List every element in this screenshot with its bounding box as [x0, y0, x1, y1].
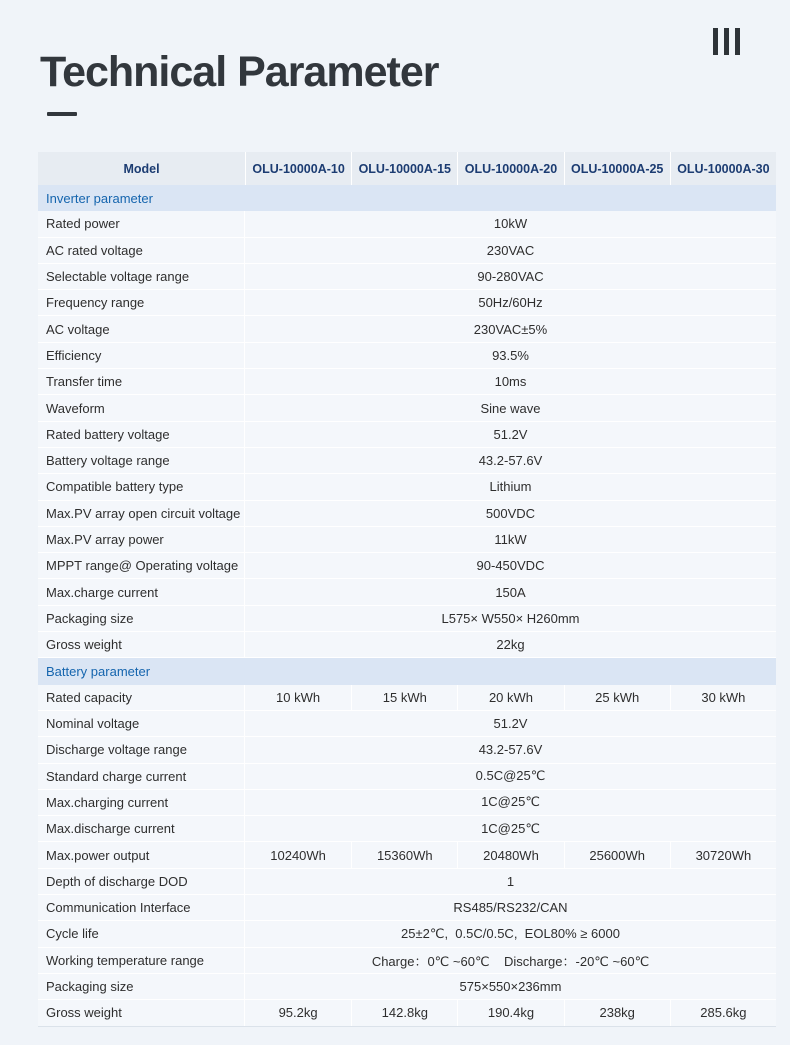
row-value: 30 kWh	[670, 685, 776, 710]
row-value: 190.4kg	[457, 1000, 563, 1025]
row-label: Max.power output	[38, 842, 245, 867]
row-label: MPPT range@ Operating voltage	[38, 553, 245, 578]
row-label: Battery voltage range	[38, 448, 245, 473]
row-value: 142.8kg	[351, 1000, 457, 1025]
table-row	[38, 790, 776, 816]
section-label: Battery parameter	[46, 663, 151, 679]
row-value: 25 kWh	[564, 685, 670, 710]
model-header-cell: Model	[123, 161, 160, 176]
row-label: Rated power	[38, 211, 245, 236]
row-label: Discharge voltage range	[38, 737, 245, 762]
row-value: 30720Wh	[670, 842, 776, 867]
row-value: 25600Wh	[564, 842, 670, 867]
model-column-header: OLU-10000A-15	[351, 152, 457, 185]
row-label: Rated battery voltage	[38, 422, 245, 447]
row-label: Depth of discharge DOD	[38, 869, 245, 894]
bar-icon	[713, 28, 718, 55]
row-label: Frequency range	[38, 290, 245, 315]
table-row	[38, 369, 776, 395]
row-value: 90-450VDC	[476, 558, 545, 574]
row-value: 0.5C@25℃	[475, 768, 546, 784]
row-value: 51.2V	[493, 716, 528, 732]
row-value: 1	[506, 873, 515, 889]
table-row	[38, 948, 776, 974]
model-column-header: OLU-10000A-20	[457, 152, 563, 185]
table-row	[38, 842, 776, 868]
row-value: L575× W550× H260mm	[441, 610, 580, 626]
model-column-header: OLU-10000A-30	[670, 152, 776, 185]
row-label: AC rated voltage	[38, 238, 245, 263]
table-row	[38, 606, 776, 632]
row-value: 285.6kg	[670, 1000, 776, 1025]
title-underline	[47, 112, 77, 116]
row-value: 25±2℃, 0.5C/0.5C, EOL80% ≥ 6000	[401, 925, 620, 941]
section-label: Inverter parameter	[46, 190, 153, 206]
row-label: Max.PV array open circuit voltage	[38, 501, 245, 526]
table-row	[38, 1000, 776, 1026]
table-row	[38, 422, 776, 448]
row-label: Waveform	[38, 395, 245, 420]
row-label: Max.charging current	[38, 790, 245, 815]
table-row	[38, 895, 776, 921]
row-value: 15 kWh	[351, 685, 457, 710]
table-row	[38, 632, 776, 658]
row-value: 10ms	[494, 374, 527, 390]
row-value: 22kg	[496, 637, 525, 653]
row-value: Charge：0℃ ~60℃ Discharge：-20℃ ~60℃	[371, 953, 650, 969]
table-row	[38, 737, 776, 763]
table-row	[38, 264, 776, 290]
row-value: 50Hz/60Hz	[478, 295, 543, 311]
row-label: Communication Interface	[38, 895, 245, 920]
row-label: Packaging size	[38, 974, 245, 999]
table-row	[38, 501, 776, 527]
page-title: Technical Parameter	[40, 48, 439, 96]
row-value: 10kW	[493, 216, 528, 232]
model-column-header: OLU-10000A-25	[564, 152, 670, 185]
table-row	[38, 869, 776, 895]
table-row	[38, 527, 776, 553]
table-row	[38, 448, 776, 474]
row-value: 20 kWh	[457, 685, 563, 710]
table-row	[38, 711, 776, 737]
row-value: 1C@25℃	[481, 820, 540, 836]
row-label: Working temperature range	[38, 948, 245, 973]
row-label: Cycle life	[38, 921, 245, 946]
table-row	[38, 474, 776, 500]
row-value: 93.5%	[492, 347, 529, 363]
table-header-row	[38, 152, 776, 185]
table-row	[38, 290, 776, 316]
three-bars-icon	[713, 28, 740, 55]
row-value: 95.2kg	[278, 1005, 318, 1021]
row-value: Sine wave	[480, 400, 541, 416]
row-label: Gross weight	[38, 632, 245, 657]
row-label: AC voltage	[38, 316, 245, 341]
row-value: 10 kWh	[276, 689, 321, 705]
row-value: 43.2-57.6V	[478, 742, 543, 758]
row-value: 51.2V	[493, 426, 528, 442]
row-value: 150A	[495, 584, 526, 600]
row-value: 43.2-57.6V	[478, 453, 543, 469]
table-row	[38, 921, 776, 947]
row-label: Gross weight	[38, 1000, 245, 1025]
row-label: Rated capacity	[38, 685, 245, 710]
table-row	[38, 553, 776, 579]
row-label: Max.charge current	[38, 579, 245, 604]
row-label: Transfer time	[38, 369, 245, 394]
table-row	[38, 211, 776, 237]
row-label: Selectable voltage range	[38, 264, 245, 289]
row-value: 238kg	[564, 1000, 670, 1025]
row-value: 11kW	[494, 532, 527, 547]
bar-icon	[735, 28, 740, 55]
row-value: 575×550×236mm	[459, 979, 562, 995]
section-header-row	[38, 658, 776, 684]
table-row	[38, 343, 776, 369]
row-value: 230VAC	[486, 242, 535, 258]
row-label: Max.PV array power	[38, 527, 245, 552]
spec-table	[38, 152, 776, 1027]
model-column-header: OLU-10000A-10	[245, 152, 351, 185]
row-value: 10240Wh	[270, 847, 326, 863]
table-row	[38, 764, 776, 790]
row-label: Packaging size	[38, 606, 245, 631]
bar-icon	[724, 28, 729, 55]
table-row	[38, 395, 776, 421]
row-value: RS485/RS232/CAN	[453, 900, 568, 916]
row-value: 90-280VAC	[477, 269, 544, 285]
row-value: Lithium	[489, 479, 532, 495]
table-row	[38, 685, 776, 711]
row-value: 500VDC	[485, 505, 536, 521]
section-header-row	[38, 185, 776, 211]
row-label: Max.discharge current	[38, 816, 245, 841]
row-label: Standard charge current	[38, 764, 245, 789]
row-label: Compatible battery type	[38, 474, 245, 499]
row-value: 230VAC±5%	[473, 321, 548, 337]
table-row	[38, 816, 776, 842]
table-row	[38, 238, 776, 264]
row-value: 20480Wh	[457, 842, 563, 867]
row-label: Nominal voltage	[38, 711, 245, 736]
table-row	[38, 579, 776, 605]
table-row	[38, 316, 776, 342]
row-value: 15360Wh	[351, 842, 457, 867]
row-value: 1C@25℃	[481, 794, 540, 810]
table-row	[38, 974, 776, 1000]
row-label: Efficiency	[38, 343, 245, 368]
